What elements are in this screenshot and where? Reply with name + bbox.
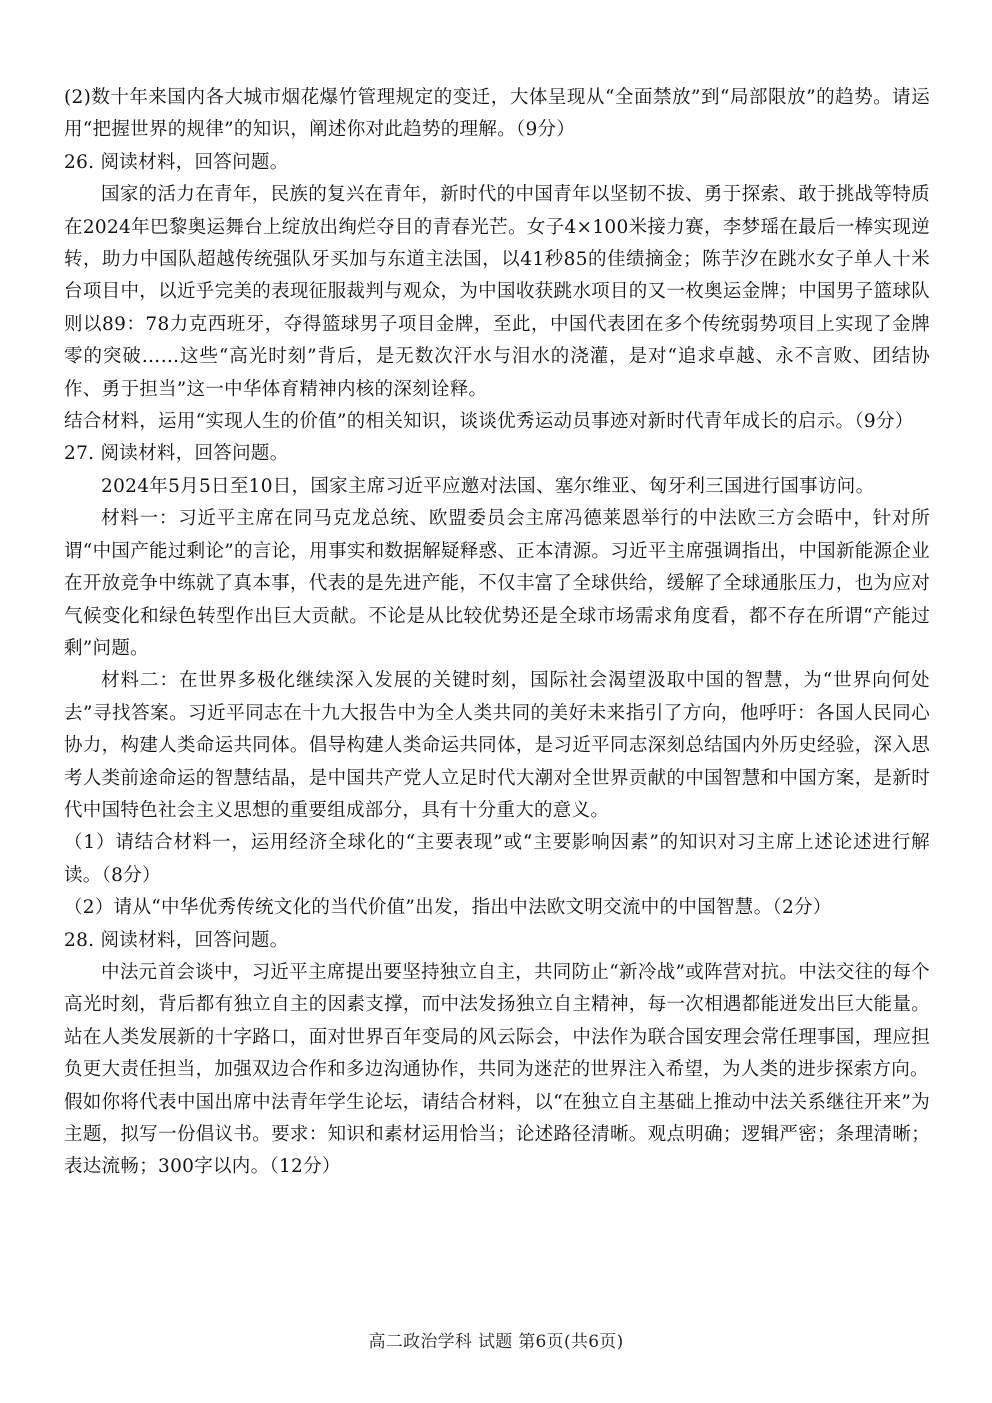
q27-intro: 2024年5月5日至10日，国家主席习近平应邀对法国、塞尔维亚、匈牙利三国进行国事访问。 (101, 475, 875, 497)
q26-heading: 26. 阅读材料，回答问题。 (64, 151, 289, 173)
q28-material: 中法元首会谈中，习近平主席提出要坚持独立自主，共同防止“新冷战”或阵营对抗。中法交往的每个高光时刻，背后都有独立自主的因素支撑，而中法发扬独立自主精神，每一次相遇都能迸发出巨大能量。站在人类发展新的十字路口，面对世界百年变局的风云际会，中法作为联合国安理会常任理事国，理应担负更大责任担当，加强双边合作和多边沟通协作，共同为迷茫的世界注入希望，为人类的进步探索方向。 (64, 961, 930, 1081)
q27-question2: （2）请从“中华优秀传统文化的当代价值”出发，指出中法欧文明交流中的中国智慧。（2分） (64, 897, 832, 919)
q26-material: 国家的活力在青年，民族的复兴在青年，新时代的中国青年以坚韧不拔、勇于探索、敢于挑战等特质在2024年巴黎奥运舞台上绽放出绚烂夺目的青春光芒。女子4×100米接力赛，李梦瑶在最后一棒实现逆转，助力中国队超越传统强队牙买加与东道主法国，以41秒85的佳绩摘金；陈芋汐在跳水女子单人十米台项目中，以近乎完美的表现征服裁判与观众，为中国收获跳水项目的又一枚奥运金牌；中国男子篮球队则以89：78力克西班牙，夺得篮球男子项目金牌，至此，中国代表团在多个传统弱势项目上实现了金牌零的突破……这些“高光时刻”背后，是无数次汗水与泪水的浇灌，是对“追求卓越、永不言败、团结协作、勇于担当”这一中华体育精神内核的深刻诠释。 (64, 184, 930, 400)
q27-material1: 材料一：习近平主席在同马克龙总统、欧盟委员会主席冯德莱恩举行的中法欧三方会晤中，针对所谓“中国产能过剩论”的言论，用事实和数据解疑释惑、正本清源。习近平主席强调指出，中国新能源企业在开放竞争中练就了真本事，代表的是先进产能，不仅丰富了全球供给，缓解了全球通胀压力，也为应对气候变化和绿色转型作出巨大贡献。不论是从比较优势还是全球市场需求角度看，都不存在所谓“产能过剩”问题。 (64, 508, 930, 659)
q27-heading: 27. 阅读材料，回答问题。 (64, 443, 289, 465)
exam-page-content (64, 82, 930, 1184)
page-footer: 高二政治学科 试题 第6页(共6页) (368, 1332, 624, 1352)
q26-question: 结合材料，运用“实现人生的价值”的相关知识，谈谈优秀运动员事迹对新时代青年成长的启示。（9分） (64, 411, 914, 433)
q27-question1: （1）请结合材料一，运用经济全球化的“主要表现”或“主要影响因素”的知识对习主席上述论述进行解读。（8分） (64, 832, 930, 886)
q28-heading: 28. 阅读材料，回答问题。 (64, 929, 289, 951)
q28-question: 假如你将代表中国出席中法青年学生论坛，请结合材料，以“在独立自主基础上推动中法关系继往开来”为主题，拟写一份倡议书。要求：知识和素材运用恰当；论述路径清晰。观点明确；逻辑严密；条理清晰；表达流畅；300字以内。（12分） (64, 1091, 930, 1178)
q27-material2: 材料二：在世界多极化继续深入发展的关键时刻，国际社会渴望汲取中国的智慧，为“世界向何处去”寻找答案。习近平同志在十九大报告中为全人类共同的美好未来指引了方向，他呼吁：各国人民同心协力，构建人类命运共同体。倡导构建人类命运共同体，是习近平同志深刻总结国内外历史经验，深入思考人类前途命运的智慧结晶，是中国共产党人立足时代大潮对全世界贡献的中国智慧和中国方案，是新时代中国特色社会主义思想的重要组成部分，具有十分重大的意义。 (64, 670, 930, 821)
q25-part2-question: (2)数十年来国内各大城市烟花爆竹管理规定的变迁，大体呈现从“全面禁放”到“局部限放”的趋势。请运用“把握世界的规律”的知识，阐述你对此趋势的理解。（9分） (64, 87, 930, 141)
